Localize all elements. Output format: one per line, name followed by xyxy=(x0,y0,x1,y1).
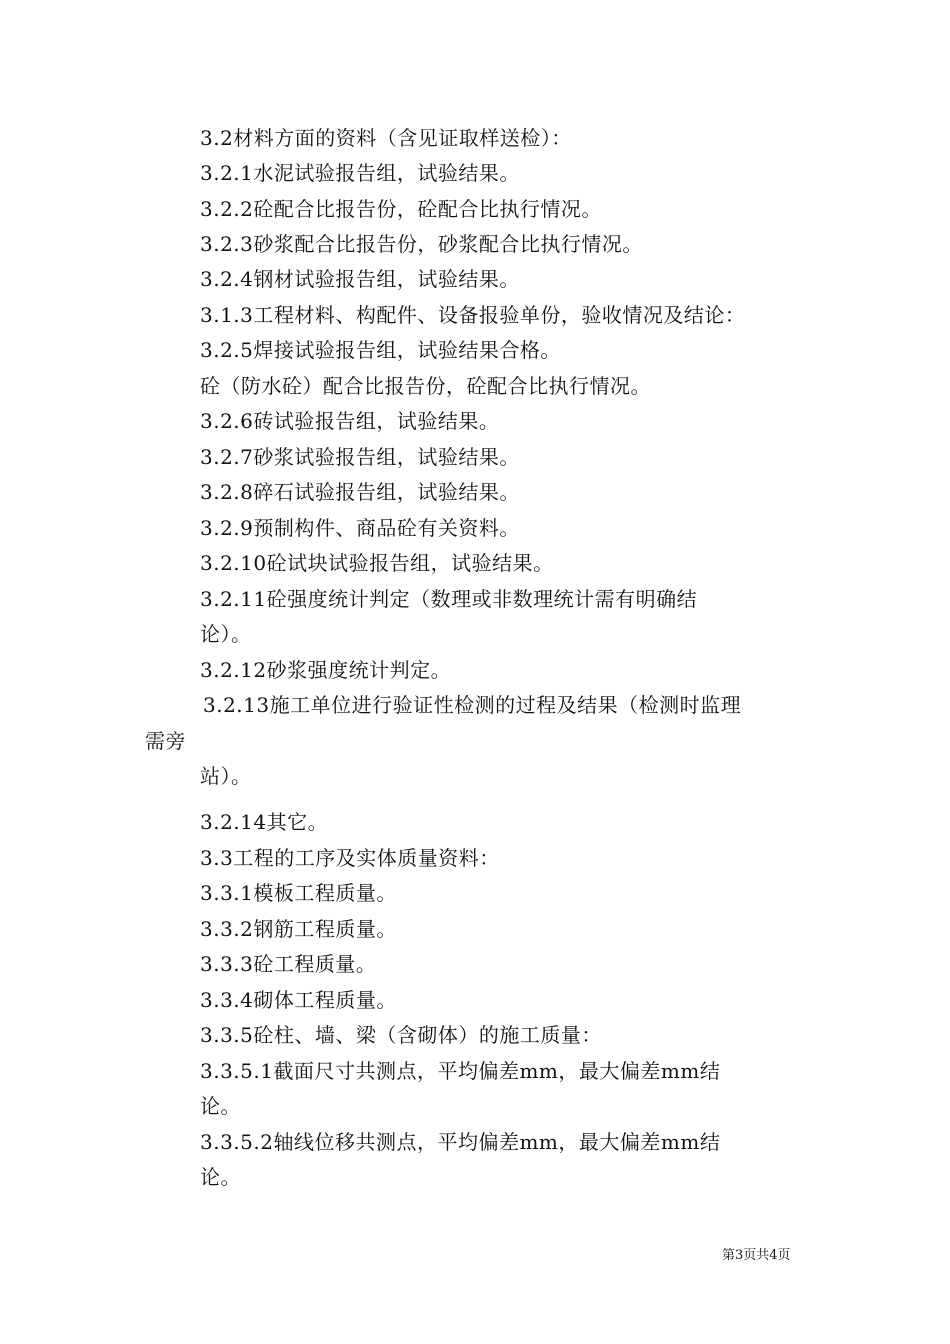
text-line: 3.3.4砌体工程质量。 xyxy=(200,988,397,1012)
text-line: 3.3.1模板工程质量。 xyxy=(200,881,397,905)
text-line: 3.2.2砼配合比报告份，砼配合比执行情况。 xyxy=(200,197,602,221)
text-line: 3.2.3砂浆配合比报告份，砂浆配合比执行情况。 xyxy=(200,232,643,256)
text-line: 3.2.7砂浆试验报告组，试验结果。 xyxy=(200,445,520,469)
text-line: 砼（防水砼）配合比报告份，砼配合比执行情况。 xyxy=(200,374,651,398)
text-line: 需旁 xyxy=(145,729,186,753)
text-line: 3.3工程的工序及实体质量资料： xyxy=(200,846,500,870)
text-line: 3.1.3工程材料、构配件、设备报验单份，验收情况及结论： xyxy=(200,303,746,327)
text-line: 3.3.2钢筋工程质量。 xyxy=(200,917,397,941)
text-line: 3.2.1水泥试验报告组，试验结果。 xyxy=(200,161,520,185)
text-line: 3.2.13施工单位进行验证性检测的过程及结果（检测时监理 xyxy=(203,693,742,717)
page-number-footer: 第3页共4页 xyxy=(722,1248,791,1263)
text-line: 论。 xyxy=(200,1165,241,1189)
text-line: 3.3.5.2轴线位移共测点，平均偏差mm，最大偏差mm结 xyxy=(200,1130,721,1154)
text-line: 3.2材料方面的资料（含见证取样送检）： xyxy=(200,126,572,150)
text-line: 3.2.14其它。 xyxy=(200,810,329,834)
text-line: 论）。 xyxy=(200,622,252,646)
text-line: 3.2.4钢材试验报告组，试验结果。 xyxy=(200,267,520,291)
text-line: 3.3.3砼工程质量。 xyxy=(200,952,377,976)
text-line: 3.2.9预制构件、商品砼有关资料。 xyxy=(200,516,520,540)
text-line: 3.3.5砼柱、墙、梁（含砌体）的施工质量： xyxy=(200,1023,602,1047)
text-line: 3.2.5焊接试验报告组，试验结果合格。 xyxy=(200,338,561,362)
text-line: 站）。 xyxy=(200,764,252,788)
text-line: 3.2.6砖试验报告组，试验结果。 xyxy=(200,409,500,433)
text-line: 3.2.10砼试块试验报告组，试验结果。 xyxy=(200,551,554,575)
text-line: 3.2.8碎石试验报告组，试验结果。 xyxy=(200,480,520,504)
text-line: 3.3.5.1截面尺寸共测点，平均偏差mm，最大偏差mm结 xyxy=(200,1059,721,1083)
text-line: 论。 xyxy=(200,1094,241,1118)
text-line: 3.2.11砼强度统计判定（数理或非数理统计需有明确结 xyxy=(200,587,698,611)
text-line: 3.2.12砂浆强度统计判定。 xyxy=(200,658,452,682)
